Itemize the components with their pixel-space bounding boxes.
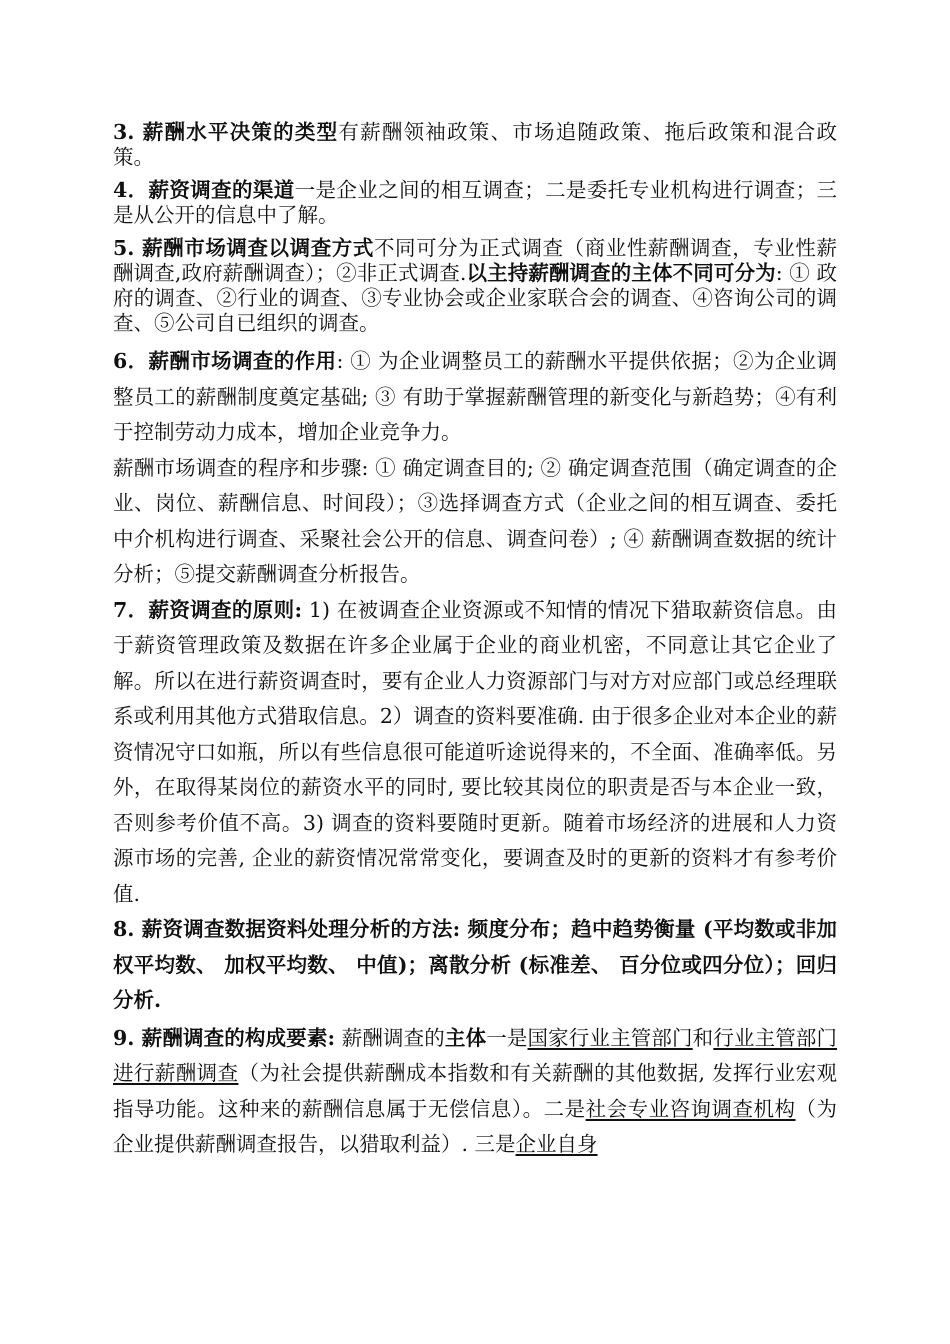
paragraph-8 [113,912,837,1019]
paragraph-5-heading-2: 以主持薪酬调查的主体不同可分为 [466,261,776,285]
paragraph-7-text: 1) 在被调查企业资源或不知情的情况下猎取薪资信息。由于薪资管理政策及数据在许多企业属于企业的商业机密，不同意让其它企业了解。所以在进行薪资调查时，要有企业人力资源部门与对方对应部门或总经理联系或利用其他方式猎取信息。2）调查的资料要准确. 由于很多企业对本企业的薪资情况守口如瓶，所以有些信息很可能道听途说得来的，不全面、准确率低。另外，在取得某岗位的薪资水平的同时, 要比较其岗位的职责是否与本企业一致，否则参考价值不高。3) 调查的资料要随时更新。随着市场经济的进展和人力资源市场的完善, 企业的薪资情况常常变化，要调查及时的更新的资料才有参考价值. [113,597,837,906]
paragraph-8-text: 8. 薪资调查数据资料处理分析的方法: 频度分布；趋中趋势衡量 (平均数或非加权平均数、 加权平均数、 中值)；离散分析 (标准差、 百分位或四分位）；回归分析. [113,917,837,1012]
paragraph-7-heading: 7．薪资调查的原则: [113,597,303,622]
paragraph-9-underlined-3: 社会专业咨询调查机构 [585,1096,796,1121]
paragraph-9-heading: 9. 薪酬调查的构成要素: [113,1025,336,1050]
paragraph-9-text-1: 薪酬调查的 [335,1025,445,1050]
paragraph-9-underlined-2: 行业主管部门进行薪酬调查 [113,1025,838,1085]
paragraph-5-text-1: 不同可分为正式调查（商业性薪酬调查，专业性薪酬调查,政府薪酬调查）；②非正式调查. [113,236,837,285]
paragraph-7 [113,593,837,913]
paragraph-9-text-2: 一是 [486,1025,528,1050]
paragraph-4 [113,178,837,228]
paragraph-3-text: 有薪酬领袖政策、市场追随政策、拖后政策和混合政策。 [113,120,837,169]
paragraph-6-text: : ① 为企业调整员工的薪酬水平提供依据；②为企业调整员工的薪酬制度奠定基础; ③ 有助于掌握薪酬管理的新变化与新趋势；④有利于控制劳动力成本，增加企业竞争力。 [113,349,837,444]
paragraph-6 [113,344,837,451]
paragraph-9-underlined-4: 企业自身 [515,1132,598,1156]
paragraph-9-text-4: （为社会提供薪酬成本指数和有关薪酬的其他数据, 发挥行业宏观指导功能。这种来的薪酬信息属于无偿信息）。二是 [113,1061,838,1121]
paragraph-9 [113,1021,837,1163]
paragraph-5-text-2: : ① 政府的调查、②行业的调查、③专业协会或企业家联合会的调查、④咨询公司的调查、⑤公司自已组织的调查。 [113,261,837,335]
paragraph-steps [113,451,837,593]
paragraph-4-text: 一是企业之间的相互调查；二是委托专业机构进行调查；三是从公开的信息中了解。 [113,178,838,227]
paragraph-5 [113,236,837,336]
paragraph-5-heading: 5. 薪酬市场调查以调查方式 [113,236,374,260]
paragraph-3 [113,120,837,170]
document-page [113,120,837,1163]
paragraph-4-heading: 4．薪资调查的渠道 [113,178,295,202]
paragraph-steps-text: 薪酬市场调查的程序和步骤: ① 确定调查目的; ② 确定调查范围（确定调查的企业、岗位、薪酬信息、时间段）；③选择调查方式（企业之间的相互调查、委托中介机构进行调查、采聚社会公开的信息、调查问卷）; ④ 薪酬调查数据的统计分析；⑤提交薪酬调查分析报告。 [113,455,837,586]
paragraph-9-text-3: 和 [692,1025,714,1050]
paragraph-6-heading: 6．薪酬市场调查的作用 [113,349,337,373]
paragraph-9-underlined-1: 国家行业主管部门 [527,1025,693,1050]
paragraph-9-text-5: （为企业提供薪酬调查报告，以猎取利益）. 三是 [113,1096,838,1156]
paragraph-3-heading: 3. 薪酬水平决策的类型 [113,120,339,144]
paragraph-9-subject-heading: 主体 [444,1025,487,1050]
